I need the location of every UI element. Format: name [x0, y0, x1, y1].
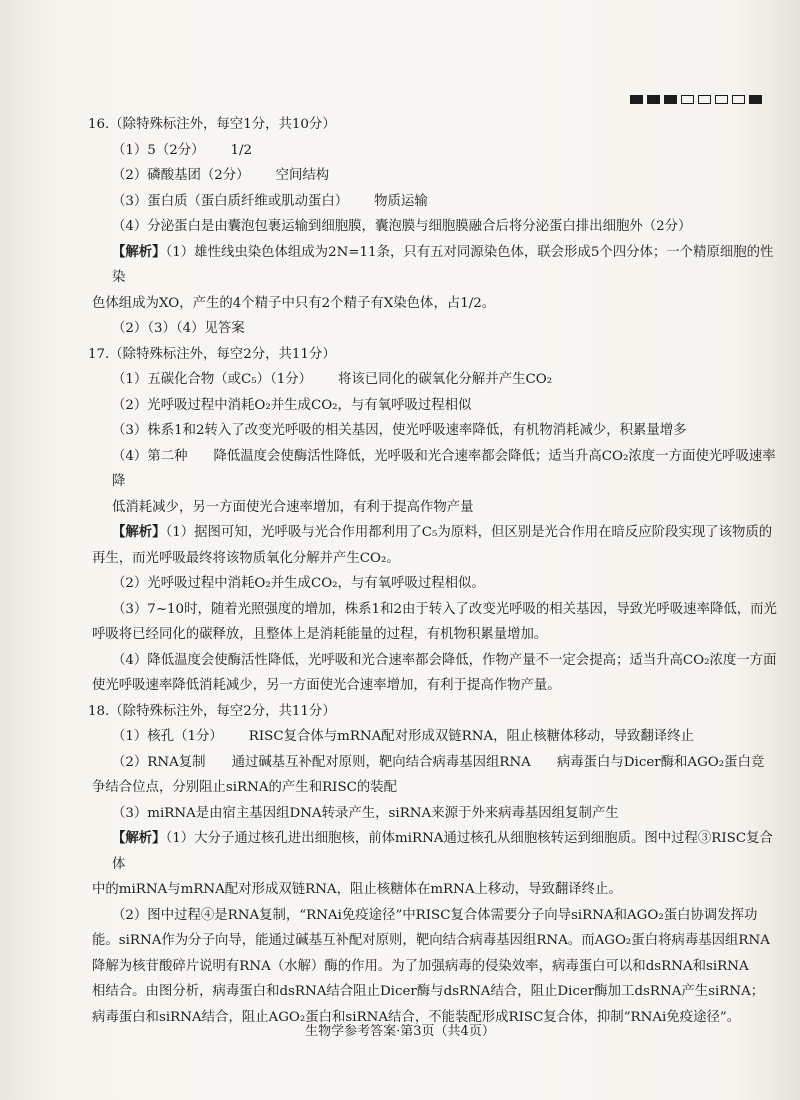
q18-analysis-2-cont: 能。siRNA作为分子向导，能通过碱基互补配对原则，靶向结合病毒基因组RNA。而AGO₂蛋白将病毒基因组RNA: [92, 933, 770, 948]
q18-analysis-2-cont: 降解为核苷酸碎片说明有RNA（水解）酶的作用。为了加强病毒的侵染效率，病毒蛋白可以和dsRNA和siRNA: [92, 958, 749, 974]
q18-analysis-2-cont: 相结合。由图分析，病毒蛋白和dsRNA结合阻止Dicer酶与dsRNA结合，阻止Dicer酶加工dsRNA产生siRNA；: [92, 984, 765, 999]
answer-text: （3）蛋白质（蛋白质纤维或肌动蛋白）: [112, 193, 349, 209]
header-mark: [664, 95, 677, 104]
q17-analysis: [88, 520, 778, 546]
question-17: [88, 342, 778, 699]
header-marks: [630, 95, 762, 104]
q17-answer-3: （3）株系1和2转入了改变光呼吸的相关基因，使光呼吸速率降低，有机物消耗减少，积累量增多: [112, 423, 687, 438]
analysis-tag: 【解析】: [112, 524, 166, 540]
header-mark: [681, 95, 694, 104]
answer-text: （4）第二种: [112, 448, 188, 464]
answer-text: 物质运输: [374, 193, 428, 209]
analysis-text: （1）雄性线虫染色体组成为2N=11条，只有五对同源染色体，联会形成5个四分体；一个精原细胞的性染: [112, 244, 774, 285]
q17-answer-2: （2）光呼吸过程中消耗O₂并生成CO₂，与有氧呼吸过程相似: [112, 397, 472, 413]
q18-answer-1: [88, 724, 778, 750]
analysis-tag: 【解析】: [112, 830, 166, 846]
q16-analysis: [88, 240, 778, 291]
answer-text: （2）RNA复制: [112, 754, 206, 770]
q17-analysis-4: （4）降低温度会使酶活性降低，光呼吸和光合速率都会降低，作物产量不一定会提高；适当升高CO₂浓度一方面: [112, 652, 777, 668]
q17-analysis-3: （3）7~10时，随着光照强度的增加，株系1和2由于转入了改变光呼吸的相关基因，导致光呼吸速率降低，而光: [112, 601, 777, 617]
answer-text: （1）五碳化合物（或C₅）（1分）: [112, 372, 313, 387]
q16-answer-2: [88, 163, 778, 189]
page-footer: 生物学参考答案·第3页（共4页）: [305, 1024, 495, 1039]
answer-text: 1/2: [230, 142, 253, 158]
q18-answer-2: [88, 750, 778, 776]
question-18: [88, 699, 778, 1031]
q16-analysis-2: （2）（3）（4）见答案: [112, 321, 245, 336]
answer-content: [88, 112, 778, 1030]
answer-text: 将该已同化的碳氧化分解并产生CO₂: [338, 372, 553, 387]
answer-text: 降低温度会使酶活性降低，光呼吸和光合速率都会降低；适当升高CO₂浓度一方面使光呼吸速率降: [112, 448, 776, 489]
answer-text: 空间结构: [275, 168, 330, 183]
q17-answer-4-cont: 低消耗减少，另一方面使光合速率增加，有利于提高作物产量: [112, 499, 474, 515]
header-mark: [715, 95, 728, 104]
header-mark: [698, 95, 711, 104]
q17-analysis-4-cont: 使光呼吸速率降低消耗减少，另一方面使光合速率增加，有利于提高作物产量。: [92, 678, 561, 693]
question-18-heading: 18.（除特殊标注外，每空2分，共11分）: [88, 703, 336, 719]
header-mark: [647, 95, 660, 104]
q17-analysis-cont: 再生，而光呼吸最终将该物质氧化分解并产生CO₂。: [92, 550, 400, 566]
q17-analysis-2: （2）光呼吸过程中消耗O₂并生成CO₂，与有氧呼吸过程相似。: [112, 576, 485, 591]
answer-text: RISC复合体与mRNA配对形成双链RNA，阻止核糖体移动，导致翻译终止: [248, 729, 694, 744]
q16-answer-1: [88, 138, 778, 164]
header-mark: [732, 95, 745, 104]
question-16: [88, 112, 778, 342]
q18-answer-2-cont: 争结合位点，分别阻止siRNA的产生和RISC的装配: [92, 780, 398, 795]
answer-text: （1）5（2分）: [112, 142, 205, 158]
answer-text: 病毒蛋白与Dicer酶和AGO₂蛋白竞: [556, 754, 765, 770]
analysis-text: （1）据图可知，光呼吸与光合作用都利用了C₅为原料，但区别是光合作用在暗反应阶段实现了该物质的: [165, 525, 773, 540]
answer-text: （2）磷酸基团（2分）: [112, 168, 250, 183]
question-16-heading: 16.（除特殊标注外，每空1分，共10分）: [88, 117, 336, 132]
q18-analysis-cont: 中的miRNA与mRNA配对形成双链RNA，阻止核糖体在mRNA上移动，导致翻译终止。: [92, 882, 622, 897]
analysis-text: （1）大分子通过核孔进出细胞核，前体miRNA通过核孔从细胞核转运到细胞质。图中过程③RISC复合体: [112, 831, 773, 872]
q18-analysis-2-cont: 病毒蛋白和siRNA结合，阻止AGO₂蛋白和siRNA结合，不能装配形成RISC复合体，抑制“RNAi免疫途径”。: [92, 1009, 741, 1025]
answer-text: 通过碱基互补配对原则，靶向结合病毒基因组RNA: [231, 754, 531, 770]
q18-analysis: [88, 826, 778, 877]
header-mark: [630, 95, 643, 104]
q16-answer-4: （4）分泌蛋白是由囊泡包裹运输到细胞膜，囊泡膜与细胞膜融合后将分泌蛋白排出细胞外（2分）: [112, 219, 692, 234]
q17-analysis-3-cont: 呼吸将已经同化的碳释放，且整体上是消耗能量的过程，有机物积累量增加。: [92, 627, 548, 642]
header-mark: [749, 95, 762, 104]
q18-answer-3: （3）miRNA是由宿主基因组DNA转录产生，siRNA来源于外来病毒基因组复制产生: [112, 805, 619, 821]
q16-analysis-cont: 色体组成为XO，产生的4个精子中只有2个精子有X染色体，占1/2。: [92, 295, 496, 311]
q18-analysis-2: （2）图中过程④是RNA复制，“RNAi免疫途径”中RISC复合体需要分子向导siRNA和AGO₂蛋白协调发挥功: [112, 907, 758, 923]
question-17-heading: 17.（除特殊标注外，每空2分，共11分）: [88, 346, 336, 362]
q17-answer-1: [88, 367, 778, 393]
q16-answer-3: [88, 189, 778, 215]
answer-text: （1）核孔（1分）: [112, 729, 223, 744]
q17-answer-4: [88, 444, 778, 495]
analysis-tag: 【解析】: [112, 243, 166, 260]
